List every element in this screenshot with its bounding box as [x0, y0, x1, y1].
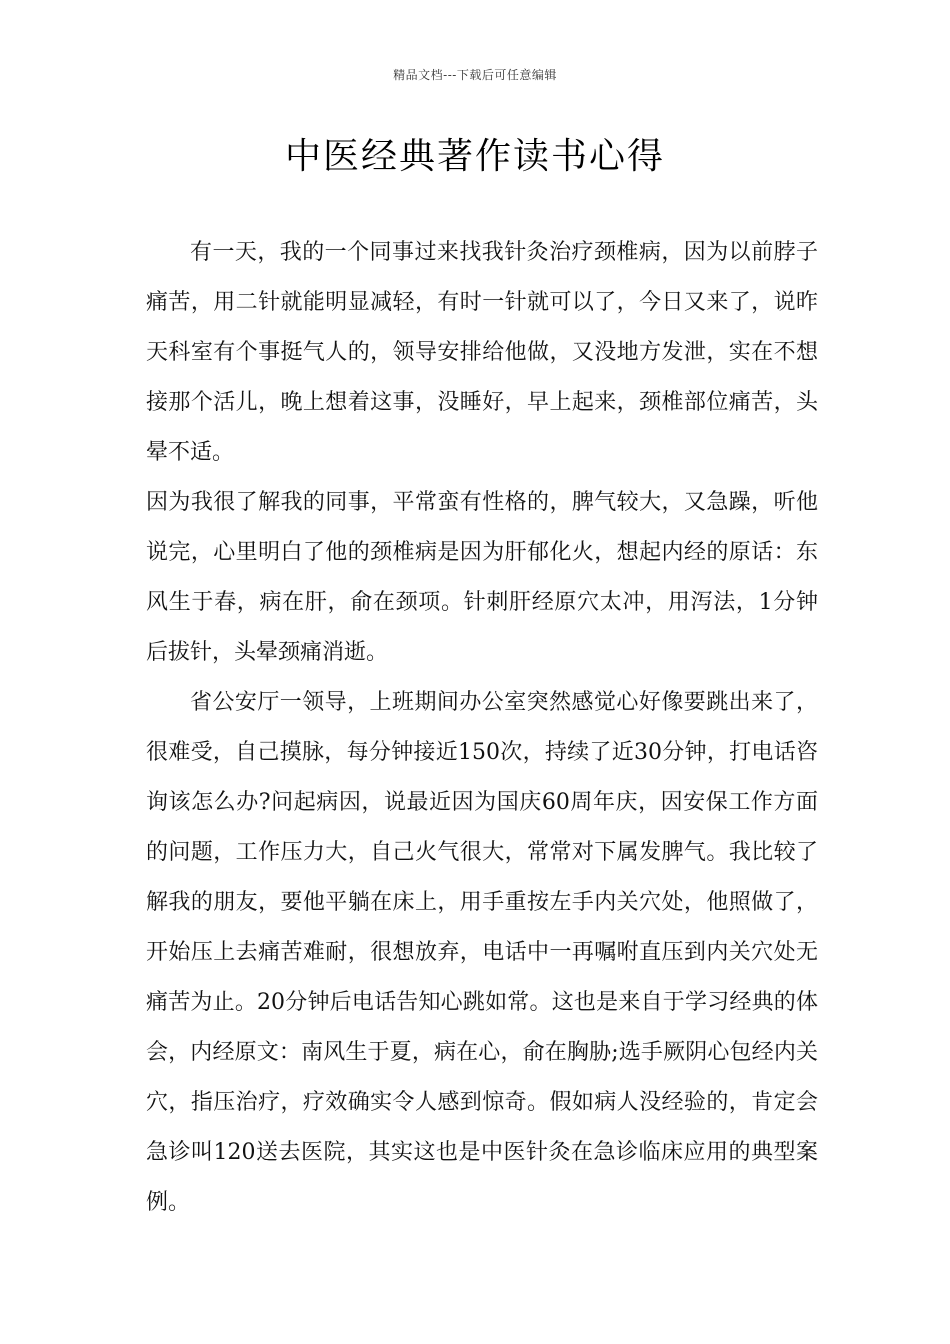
header-note: 精品文档---下载后可任意编辑 [393, 68, 557, 82]
document-title: 中医经典著作读书心得 [284, 136, 665, 177]
document-body [146, 228, 818, 1228]
paragraph-2: 因为我很了解我的同事，平常蛮有性格的，脾气较大，又急躁，听他说完，心里明白了他的颈椎病是因为肝郁化火，想起内经的原话：东风生于春，病在肝，俞在颈项。针刺肝经原穴太冲，用泻法，1分钟后拔针，头晕颈痛消逝。 [146, 490, 818, 665]
paragraph-3: 省公安厅一领导，上班期间办公室突然感觉心好像要跳出来了，很难受，自己摸脉，每分钟接近150次，持续了近30分钟，打电话咨询该怎么办?问起病因，说最近因为国庆60周年庆，因安保工作方面的问题，工作压力大，自己火气很大，常常对下属发脾气。我比较了解我的朋友，要他平躺在床上，用手重按左手内关穴处，他照做了，开始压上去痛苦难耐，很想放弃，电话中一再嘱咐直压到内关穴处无痛苦为止。20分钟后电话告知心跳如常。这也是来自于学习经典的体会，内经原文：南风生于夏，病在心，俞在胸胁;选手厥阴心包经内关穴，指压治疗，疗效确实令人感到惊奇。假如病人没经验的，肯定会急诊叫120送去医院，其实这也是中医针灸在急诊临床应用的典型案例。 [146, 690, 818, 1215]
paragraph-1: 有一天，我的一个同事过来找我针灸治疗颈椎病，因为以前脖子痛苦，用二针就能明显减轻，有时一针就可以了，今日又来了，说昨天科室有个事挺气人的，领导安排给他做，又没地方发泄，实在不想接那个活儿，晚上想着这事，没睡好，早上起来，颈椎部位痛苦，头晕不适。 [146, 240, 818, 465]
